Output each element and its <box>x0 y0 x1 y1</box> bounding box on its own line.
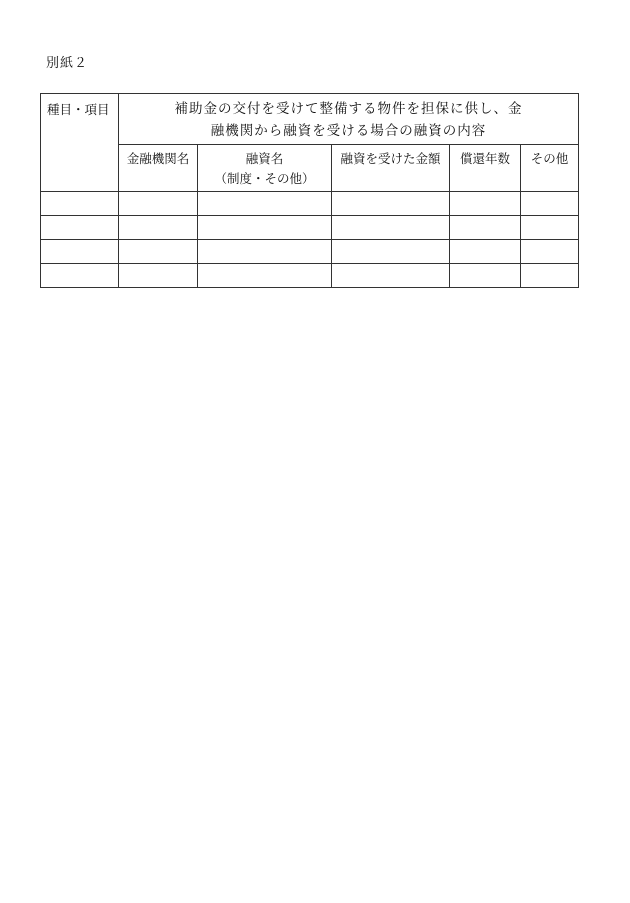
subheader-label: その他 <box>530 151 569 166</box>
subheader-other <box>521 145 579 192</box>
subheader-label-note: （制度・その他） <box>214 171 315 186</box>
table-cell <box>521 240 579 264</box>
table-row <box>41 264 579 288</box>
page-label: 別紙２ <box>46 56 89 71</box>
table-cell <box>41 264 119 288</box>
table-cell <box>198 216 332 240</box>
subheader-label: 融資を受けた金額 <box>340 151 441 166</box>
table-cell <box>521 264 579 288</box>
table-cell <box>198 264 332 288</box>
table-cell <box>119 264 198 288</box>
subheader-institution <box>119 145 198 192</box>
table-header-row <box>41 94 579 145</box>
table-row <box>41 192 579 216</box>
table-cell <box>41 216 119 240</box>
subheader-label: 融資名 <box>245 151 284 166</box>
subheader-loan-name <box>198 145 332 192</box>
table-cell <box>198 240 332 264</box>
table-cell <box>41 240 119 264</box>
table-cell <box>332 192 450 216</box>
table-title-cell <box>119 94 579 145</box>
table-cell <box>41 192 119 216</box>
table-title-line: 融機関から融資を受ける場合の融資の内容 <box>210 123 487 139</box>
table-cell <box>119 216 198 240</box>
table-cell <box>450 192 521 216</box>
table-cell <box>332 240 450 264</box>
table-cell <box>332 216 450 240</box>
subheader-repayment-years <box>450 145 521 192</box>
category-header-cell <box>41 94 119 192</box>
table-cell <box>521 216 579 240</box>
table-cell <box>450 264 521 288</box>
table-cell <box>119 192 198 216</box>
table-title-line: 補助金の交付を受けて整備する物件を担保に供し、金 <box>174 101 523 117</box>
table-row <box>41 216 579 240</box>
category-header: 種目・項目 <box>47 102 110 117</box>
subheader-label: 償還年数 <box>459 151 510 166</box>
table-cell <box>450 216 521 240</box>
table-cell <box>450 240 521 264</box>
financing-table <box>40 93 579 288</box>
table-cell <box>521 192 579 216</box>
table-cell <box>332 264 450 288</box>
table-row <box>41 240 579 264</box>
subheader-amount <box>332 145 450 192</box>
table-cell <box>198 192 332 216</box>
subheader-label: 金融機関名 <box>126 151 190 166</box>
table-subheader-row <box>41 145 579 192</box>
table-cell <box>119 240 198 264</box>
